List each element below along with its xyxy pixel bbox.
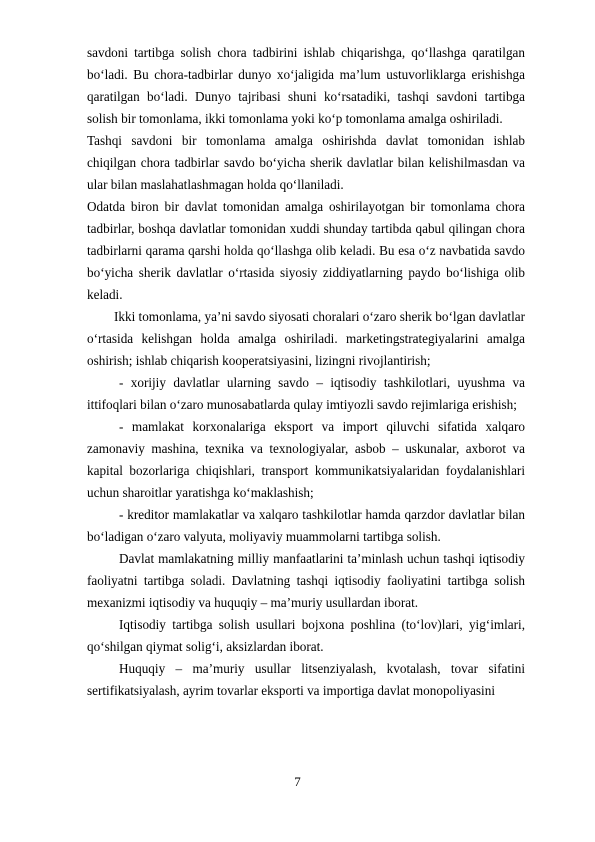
paragraph-8: Davlat mamlakatning milliy manfaatlarini ta’minlash uchun tashqi iqtisodiy faoliyatni tartibga soladi. Davlatning tashqi iqtisodiy faoliyatini tartibga solish mexanizmi iqtisodiy va huquqiy – ma’muriy usullardan iborat. bbox=[87, 551, 525, 610]
paragraph-2: Tashqi savdoni bir tomonlama amalga oshirishda davlat tomonidan ishlab chiqilgan chora tadbirlar savdo bo‘yicha sherik davlatlar bilan kelishilmasdan va ular bilan maslahatlashmagan holda qo‘llaniladi. bbox=[87, 133, 525, 192]
paragraph-7: - kreditor mamlakatlar va xalqaro tashkilotlar hamda qarzdor davlatlar bilan bo‘ladigan o‘zaro valyuta, moliyaviy muammolarni tartibga solish. bbox=[87, 507, 525, 544]
paragraph-5: - xorijiy davlatlar ularning savdo – iqtisodiy tashkilotlari, uyushma va ittifoqlari bilan o‘zaro munosabatlarda qulay imtiyozli savdo rejimlariga erishish; bbox=[87, 375, 525, 412]
paragraph-9: Iqtisodiy tartibga solish usullari bojxona poshlina (to‘lov)lari, yig‘imlari, qo‘shilgan qiymat solig‘i, aksizlardan iborat. bbox=[87, 617, 525, 654]
paragraph-10: Huquqiy – ma’muriy usullar litsenziyalash, kvotalash, tovar sifatini sertifikatsiyalash, ayrim tovarlar eksporti va importiga davlat monopoliyasini bbox=[87, 661, 525, 698]
paragraph-6: - mamlakat korxonalariga eksport va import qiluvchi sifatida xalqaro zamonaviy mashina, texnika va texnologiyalar, asbob – uskunalar, axborot va kapital bozorlariga chiqishlari, transport kommunikatsiyalaridan foydalanishlari uchun sharoitlar yaratishga ko‘maklashish; bbox=[87, 419, 525, 500]
document-page bbox=[87, 42, 525, 702]
paragraph-1: savdoni tartibga solish chora tadbirini ishlab chiqarishga, qo‘llashga qaratilgan bo‘ladi. Bu chora-tadbirlar dunyo xo‘jaligida ma’lum ustuvorliklarga erishishga qaratilgan bo‘ladi. Dunyo tajribasi shuni ko‘rsatadiki, tashqi savdoni tartibga solish bir tomonlama, ikki tomonlama yoki ko‘p tomonlama amalga oshiriladi. bbox=[87, 45, 525, 126]
paragraph-3: Odatda biron bir davlat tomonidan amalga oshirilayotgan bir tomonlama chora tadbirlar, boshqa davlatlar tomonidan xuddi shunday tartibda qabul qilingan chora tadbirlarni qarama qarshi holda qo‘llashga olib keladi. Bu esa o‘z navbatida savdo bo‘yicha sherik davlatlar o‘rtasida siyosiy ziddiyatlarning paydo bo‘lishiga olib keladi. bbox=[87, 199, 525, 302]
page-number: 7 bbox=[294, 774, 301, 789]
paragraph-4: Ikki tomonlama, ya’ni savdo siyosati choralari o‘zaro sherik bo‘lgan davlatlar o‘rtasida kelishgan holda amalga oshiriladi. marketingstrategiyalarini amalga oshirish; ishlab chiqarish kooperatsiyasini, lizingni rivojlantirish; bbox=[87, 309, 525, 368]
